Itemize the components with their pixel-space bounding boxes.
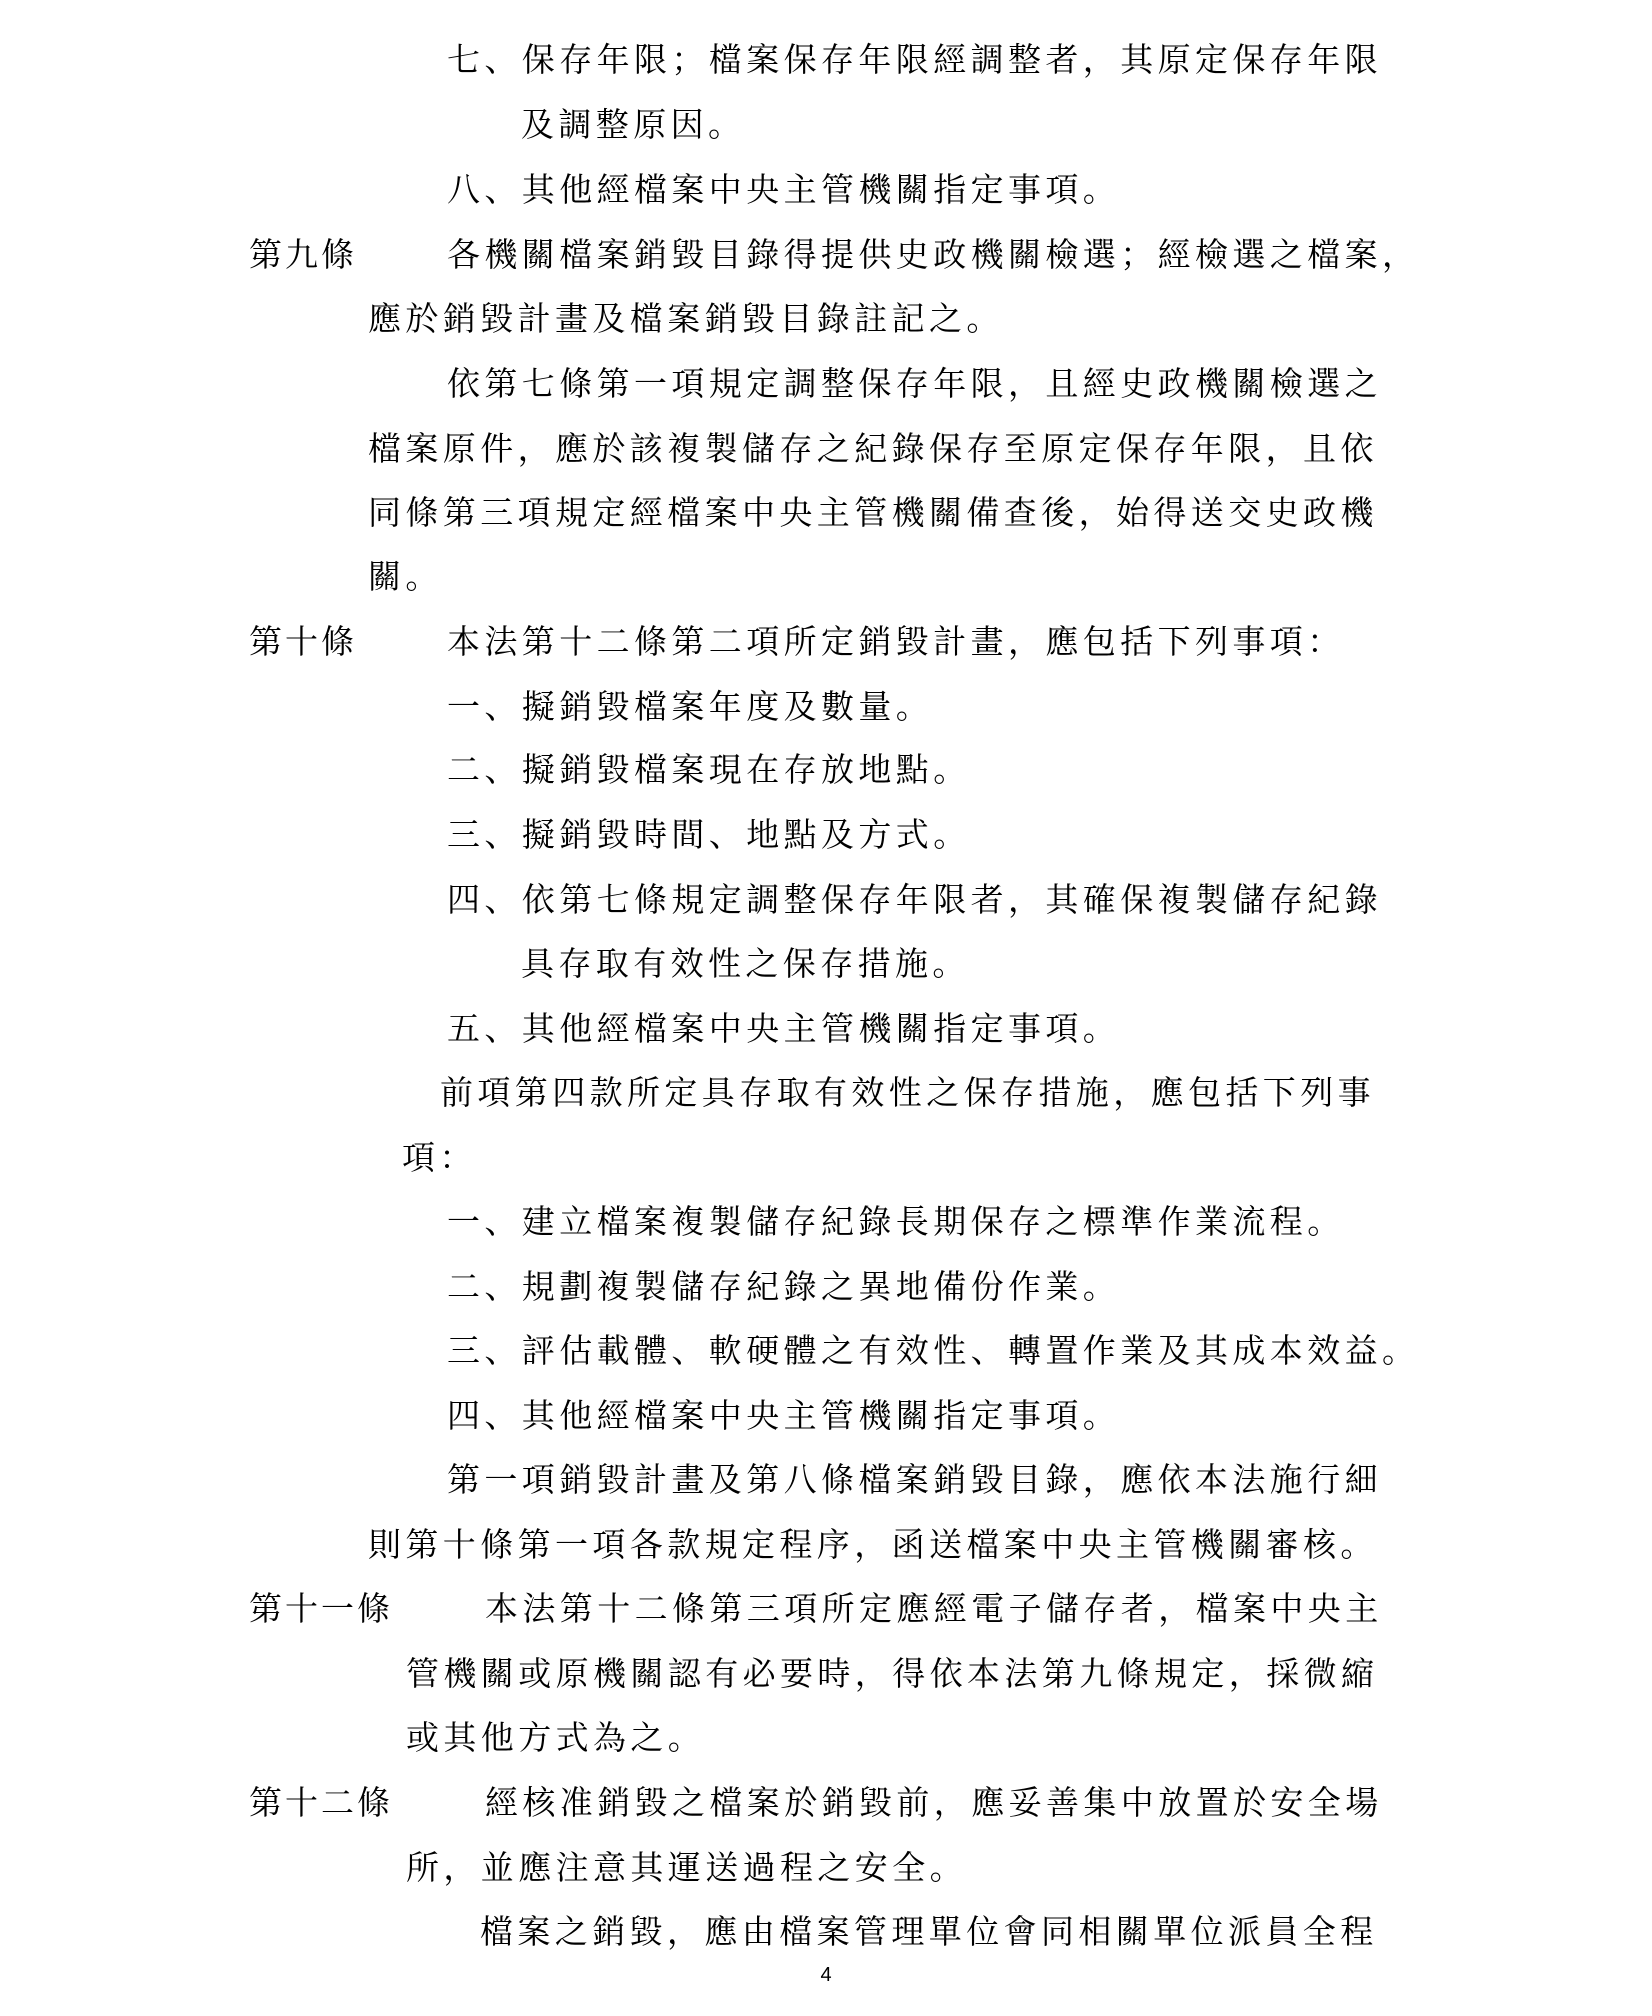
text-line: 檔案之銷毀，應由檔案管理單位會同相關單位派員全程 xyxy=(480,1912,1378,1951)
text-line: 關。 xyxy=(368,557,443,596)
text-line: 一、擬銷毀檔案年度及數量。 xyxy=(447,687,934,726)
text-line: 則第十條第一項各款規定程序，函送檔案中央主管機關審核。 xyxy=(368,1525,1378,1564)
text-line: 經核准銷毀之檔案於銷毀前，應妥善集中放置於安全場 xyxy=(485,1783,1383,1822)
text-line: 應於銷毀計畫及檔案銷毀目錄註記之。 xyxy=(368,299,1004,338)
text-line: 前項第四款所定具存取有效性之保存措施，應包括下列事 xyxy=(440,1073,1375,1112)
page-number: 4 xyxy=(820,1964,832,1986)
text-line: 五、其他經檔案中央主管機關指定事項。 xyxy=(447,1009,1121,1048)
text-line: 三、評估載體、軟硬體之有效性、轉置作業及其成本效益。 xyxy=(447,1331,1420,1370)
text-line: 各機關檔案銷毀目錄得提供史政機關檢選；經檢選之檔案， xyxy=(447,235,1420,274)
text-line: 依第七條第一項規定調整保存年限，且經史政機關檢選之 xyxy=(447,364,1382,403)
text-line: 檔案原件，應於該複製儲存之紀錄保存至原定保存年限，且依 xyxy=(368,429,1378,468)
text-line: 一、建立檔案複製儲存紀錄長期保存之標準作業流程。 xyxy=(447,1202,1345,1241)
text-line: 第一項銷毀計畫及第八條檔案銷毀目錄，應依本法施行細 xyxy=(447,1460,1382,1499)
text-line: 三、擬銷毀時間、地點及方式。 xyxy=(447,815,971,854)
text-line: 二、擬銷毀檔案現在存放地點。 xyxy=(447,750,971,789)
text-line: 管機關或原機關認有必要時，得依本法第九條規定，採微縮 xyxy=(406,1654,1379,1693)
text-line: 所，並應注意其運送過程之安全。 xyxy=(406,1848,967,1887)
text-line: 本法第十二條第二項所定銷毀計畫，應包括下列事項： xyxy=(447,622,1345,661)
article-label: 第十條 xyxy=(249,622,357,661)
text-line: 二、規劃複製儲存紀錄之異地備份作業。 xyxy=(447,1267,1121,1306)
text-line: 具存取有效性之保存措施。 xyxy=(521,944,970,983)
article-label: 第九條 xyxy=(249,235,357,274)
text-line: 項： xyxy=(402,1138,477,1177)
text-line: 四、依第七條規定調整保存年限者，其確保複製儲存紀錄 xyxy=(447,880,1382,919)
text-line: 八、其他經檔案中央主管機關指定事項。 xyxy=(447,170,1121,209)
article-label: 第十二條 xyxy=(249,1783,393,1822)
text-line: 四、其他經檔案中央主管機關指定事項。 xyxy=(447,1396,1121,1435)
text-line: 本法第十二條第三項所定應經電子儲存者，檔案中央主 xyxy=(485,1589,1383,1628)
text-line: 或其他方式為之。 xyxy=(406,1718,706,1757)
article-label: 第十一條 xyxy=(249,1589,393,1628)
text-line: 七、保存年限；檔案保存年限經調整者，其原定保存年限 xyxy=(447,40,1382,79)
text-line: 及調整原因。 xyxy=(521,105,746,144)
text-line: 同條第三項規定經檔案中央主管機關備查後，始得送交史政機 xyxy=(368,493,1378,532)
